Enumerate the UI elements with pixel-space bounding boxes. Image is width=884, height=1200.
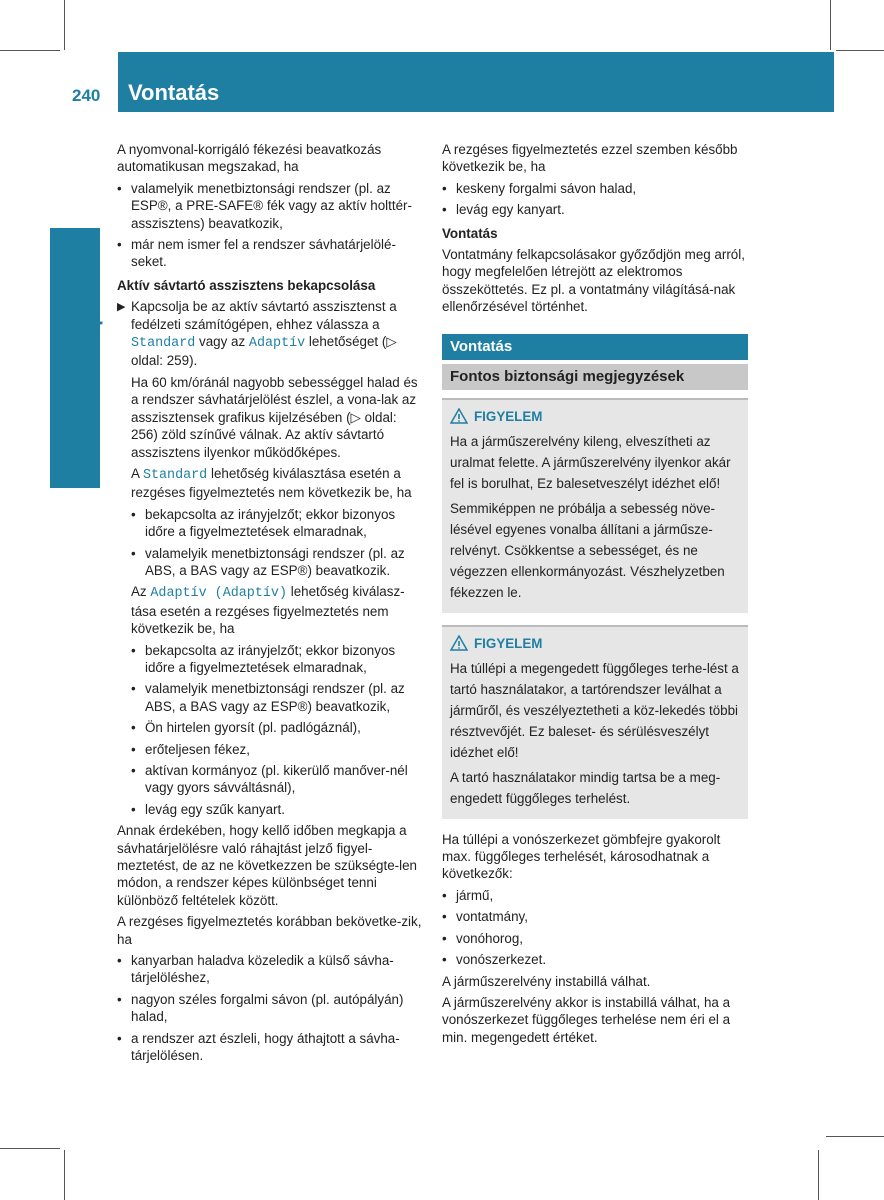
warning-text: Semmiképpen ne próbálja a sebesség növe-lésével egyenes vonalba állítani a járműsze-relvényt. Csökkentse a sebességet, és ne végezzen ellenkormányozást. Vészhelyzetben fékezzen le. (450, 500, 725, 600)
paragraph: Annak érdekében, hogy kellő időben megkapja a sávhatárjelölésre való ráhajtást jelző figyel-meztetést, de az ne következzen be szükségte-len módon, a rendszer képes különbséget tenni különböző feltételek között. (117, 823, 417, 908)
section-heading: Aktív sávtartó asszisztens bekapcsolása (117, 277, 376, 293)
list-item: • bekapcsolta az irányjelzőt; ekkor bizonyos időre a figyelmeztetések elmaradnak, (131, 506, 422, 541)
page-number: 240 (72, 86, 101, 105)
list-item: • aktívan kormányoz (pl. kikerülő manőver-nél vagy gyors sávváltásnál), (131, 762, 422, 797)
crop-mark (826, 1136, 884, 1137)
left-column (117, 141, 422, 1069)
step-text: lehetőséget (▷ oldal: 259). (131, 334, 397, 369)
paragraph (117, 465, 422, 502)
list-item: • valamelyik menetbiztonsági rendszer (pl. az ABS, a BAS vagy az ESP®) beavatkozik. (131, 545, 422, 580)
warning-triangle-icon (450, 635, 468, 651)
text: lehetőség kiválasz-tása esetén a rezgéses figyelmeztetés nem következik be, ha (131, 584, 405, 637)
crop-mark (836, 50, 884, 51)
crop-mark (0, 1148, 60, 1149)
paragraph: Ha 60 km/óránál nagyobb sebességgel halad és a rendszer sávhatárjelölést észlel, a vona-lak az asszisztensek grafikus kijelzésében (▷ oldal: 256) zöld színűvé válnak. Az aktív sávtartó asszisztens ilyenkor működőképes. (131, 374, 418, 460)
paragraph: Ha túllépi a vonószerkezet gömbfejre gyakorolt max. függőleges terhelését, károsodhatnak a következők: (442, 831, 721, 882)
paragraph: Vontatmány felkapcsolásakor győződjön meg arról, hogy megfelelően létrejött az elektromos összeköttetés. Ez pl. a vontatmány világításá-nak ellenőrzésével történhet. (442, 247, 745, 315)
list-item: • keskeny forgalmi sávon halad, (442, 180, 748, 197)
option-adaptiv: Adaptív (Adaptív) (150, 586, 287, 602)
warning-triangle-icon (450, 408, 468, 424)
page-title: Vontatás (128, 80, 220, 105)
list-item: • Ön hirtelen gyorsít (pl. padlógáznál), (131, 719, 422, 736)
list-item: • levág egy szűk kanyart. (131, 801, 422, 818)
list-item: • valamelyik menetbiztonsági rendszer (pl. az ABS, a BAS vagy az ESP®) beavatkozik, (131, 680, 422, 715)
list-item: • bekapcsolta az irányjelzőt; ekkor bizonyos időre a figyelmeztetések elmaradnak, (131, 642, 422, 677)
option-standard: Standard (131, 336, 196, 352)
list-item: • a rendszer azt észleli, hogy áthajtott a sávha-tárjelölésen. (117, 1030, 422, 1065)
paragraph: A rezgéses figyelmeztetés korábban bekövetke-zik, ha (117, 914, 422, 947)
warning-text: Ha túllépi a megengedett függőleges terhe-lést a tartó használatakor, a tartórendszer leválhat a járműről, és veszélyeztetheti a köz-lekedés többi résztvevőjét. Ez baleset- és sérülésveszélyt idézhet elő! (450, 660, 739, 760)
paragraph: A nyomvonal-korrigáló fékezési beavatkozás automatikusan megszakad, ha (117, 142, 382, 175)
header-separator (116, 52, 118, 112)
warning-label: FIGYELEM (474, 408, 543, 424)
section-heading: Vontatás (442, 225, 498, 241)
text: A (131, 465, 140, 481)
warning-box (442, 398, 748, 613)
side-tab-label: Vezetés és parkolás (80, 239, 103, 438)
option-standard: Standard (142, 467, 208, 483)
paragraph (117, 583, 422, 637)
list-item: • vontatmány, (442, 908, 748, 925)
list-item: • kanyarban haladva közeledik a külső sávha-tárjelöléshez, (117, 952, 422, 987)
warning-text: Ha a járműszerelvény kileng, elveszítheti az uralmat felette. A járműszerelvény ilyenkor akár fel is borulhat, Ez balesetveszélyt idézhet elő! (450, 433, 731, 491)
warning-label: FIGYELEM (474, 635, 543, 651)
list-item: • vonószerkezet. (442, 951, 748, 968)
crop-mark (830, 0, 831, 50)
text: Az (131, 584, 147, 600)
list-item: • jármű, (442, 887, 748, 904)
step-text: Kapcsolja be az aktív sávtartó asszisztenst a fedélzeti számítógépen, ehhez válassza a (131, 299, 397, 332)
header-bar (116, 52, 834, 112)
section-title-bar: Vontatás (442, 334, 748, 360)
list-item: • levág egy kanyart. (442, 201, 748, 218)
option-adaptiv: Adaptív (248, 336, 306, 352)
crop-mark (64, 0, 65, 50)
paragraph: A járműszerelvény instabillá válhat. (442, 973, 651, 989)
text: lehetőség kiválasztása esetén a rezgéses figyelmeztetés nem következik be, ha (131, 465, 412, 501)
list-item: • nagyon széles forgalmi sávon (pl. autópályán) halad, (117, 991, 422, 1026)
instruction-step (117, 298, 422, 370)
warning-box (442, 625, 748, 819)
crop-mark (818, 1150, 819, 1200)
warning-header (450, 406, 740, 427)
crop-mark (64, 1150, 65, 1200)
paragraph: A járműszerelvény akkor is instabillá válhat, ha a vonószerkezet függőleges terhelése nem éri el a min. megengedett értéket. (442, 994, 731, 1045)
step-text: vagy az (199, 334, 246, 350)
warning-text: A tartó használatakor mindig tartsa be a meg-engedett függőleges terhelést. (450, 769, 721, 806)
crop-mark (0, 50, 60, 51)
list-item: • vonóhorog, (442, 930, 748, 947)
notes-title-bar: Fontos biztonsági megjegyzések (442, 364, 748, 390)
arrow-right-icon: ▶ (117, 301, 126, 314)
list-item: • erőteljesen fékez, (131, 741, 422, 758)
paragraph: A rezgéses figyelmeztetés ezzel szemben később következik be, ha (442, 142, 738, 175)
list-item: • már nem ismer fel a rendszer sávhatárjelölé-seket. (117, 236, 422, 271)
warning-header (450, 633, 740, 654)
list-item: • valamelyik menetbiztonsági rendszer (pl. az ESP®, a PRE-SAFE® fék vagy az aktív holttér-asszisztens) beavatkozik, (117, 180, 422, 232)
right-column (442, 141, 748, 1050)
